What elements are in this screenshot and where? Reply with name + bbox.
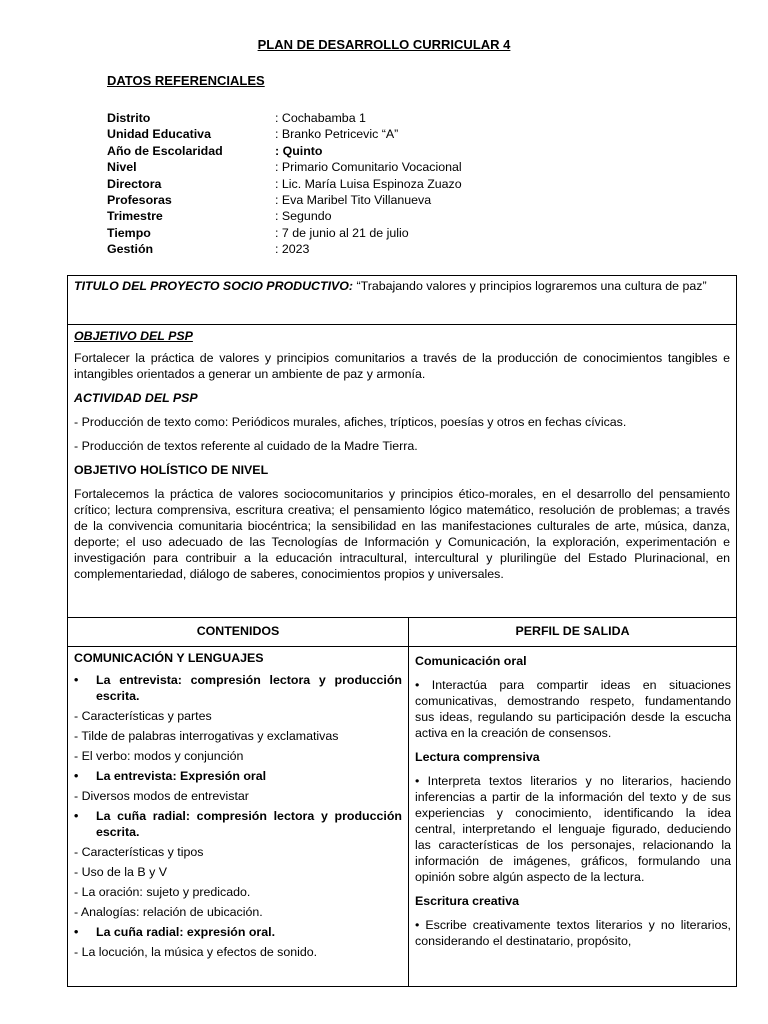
bullet-dot: • <box>74 769 79 783</box>
ref-row <box>107 241 462 257</box>
psp-title-value: “Trabajando valores y principios lograremos una cultura de paz” <box>353 279 707 293</box>
perfil-text: • Escribe creativamente textos literarios y no literarios, considerando el destinatario, propósito, <box>415 918 731 948</box>
contenidos-perfil-table <box>67 617 737 987</box>
area-title: COMUNICACIÓN Y LENGUAJES <box>74 651 264 665</box>
list-item: - Características y tipos <box>74 845 204 859</box>
ref-value: : Branko Petricevic “A” <box>275 127 399 142</box>
actividad-psp-item: - Producción de textos referente al cuidado de la Madre Tierra. <box>74 439 418 453</box>
list-item: - La locución, la música y efectos de sonido. <box>74 945 318 959</box>
perfil-text: • Interactúa para compartir ideas en situaciones comunicativas, demostrando respeto, fundamentando sus ideas, regulando su participación desde la escucha activa en la creación de consensos. <box>415 678 731 740</box>
objetivo-psp-text: Fortalecer la práctica de valores y principios comunitarios a través de la producción de conocimientos tangibles e intangibles orientados a generar un ambiente de paz y armonía. <box>74 351 730 381</box>
ref-value: : Eva Maribel Tito Villanueva <box>275 192 432 207</box>
ref-label: Directora <box>107 176 162 191</box>
actividad-psp-heading: ACTIVIDAD DEL PSP <box>74 391 198 405</box>
perfil-heading: Comunicación oral <box>415 654 527 668</box>
list-item: - Características y partes <box>74 709 212 723</box>
bullet-text: La cuña radial: compresión lectora y producción escrita. <box>96 809 402 839</box>
ref-label: Profesoras <box>107 192 172 207</box>
ref-value: : 2023 <box>275 242 310 257</box>
psp-title-label: TITULO DEL PROYECTO SOCIO PRODUCTIVO: <box>74 279 354 293</box>
perfil-column <box>415 651 731 949</box>
ref-label: Distrito <box>107 111 151 125</box>
bullet-text: La entrevista: Expresión oral <box>96 769 267 783</box>
actividad-psp-item: - Producción de texto como: Periódicos murales, afiches, trípticos, poesías y otros en fechas cívicas. <box>74 415 627 429</box>
bullet-item <box>74 808 402 840</box>
objetivo-holistico-heading: OBJETIVO HOLÍSTICO DE NIVEL <box>74 463 269 477</box>
list-item: - Tilde de palabras interrogativas y exclamativas <box>74 729 339 743</box>
ref-label: Nivel <box>107 160 137 175</box>
bullet-item <box>74 672 402 704</box>
objetivo-holistico-text: Fortalecemos la práctica de valores sociocomunitarios y principios ético-morales, en el desarrollo del pensamiento crítico; lectura comprensiva, escritura creativa; el pensamiento lógico matemático, resolución de problemas; a través de la convivencia comunitaria biocéntrica; la sensibilidad en las manifestaciones culturales de arte, música, danza, deporte; el uso adecuado de las Tecnologías de Información y Comunicación, la exploración, experimentación e investigación para contribuir a la educación intracultural, intercultural y plurilingüe del Estado Plurinacional, en complementariedad, diálogo de saberes, conocimientos propios y universales. <box>74 487 730 581</box>
list-item: - Diversos modos de entrevistar <box>74 789 249 803</box>
ref-label: Trimestre <box>107 209 163 224</box>
ref-value: : 7 de junio al 21 de julio <box>275 225 409 240</box>
psp-title-box <box>67 275 737 325</box>
ref-value: : Cochabamba 1 <box>275 111 366 125</box>
ref-label: Gestión <box>107 242 154 257</box>
header-perfil-de-salida: PERFIL DE SALIDA <box>515 624 630 638</box>
bullet-dot: • <box>74 809 79 823</box>
ref-label: Tiempo <box>107 225 151 240</box>
referential-data <box>107 110 462 258</box>
perfil-heading: Escritura creativa <box>415 894 520 908</box>
ref-value: : Quinto <box>275 143 323 158</box>
ref-value: : Lic. María Luisa Espinoza Zuazo <box>275 176 462 191</box>
list-item: - Analogías: relación de ubicación. <box>74 905 263 919</box>
section-title-datos-referenciales: DATOS REFERENCIALES <box>107 73 265 88</box>
perfil-heading: Lectura comprensiva <box>415 750 540 764</box>
column-divider <box>408 618 409 986</box>
header-contenidos: CONTENIDOS <box>196 624 280 638</box>
psp-details-box <box>67 324 737 618</box>
ref-row <box>107 159 462 175</box>
ref-row <box>107 208 462 224</box>
ref-row <box>107 225 462 241</box>
bullet-dot: • <box>74 925 79 939</box>
bullet-item <box>74 924 402 940</box>
ref-row <box>107 110 462 126</box>
list-item: - Uso de la B y V <box>74 865 167 879</box>
perfil-text: • Interpreta textos literarios y no literarios, haciendo inferencias a partir de la información del texto y de sus experiencias y conocimiento, identificando la idea central, interpretando el lenguaje figurado, deduciendo las características de los personajes, relacionando la información de imágenes, gráficos, formulando una opinión sobre algún aspecto de la lectura. <box>415 774 731 884</box>
table-header-row <box>68 618 736 647</box>
bullet-dot: • <box>74 673 79 687</box>
ref-value: : Primario Comunitario Vocacional <box>275 160 462 175</box>
list-item: - El verbo: modos y conjunción <box>74 749 244 763</box>
ref-value: : Segundo <box>275 209 332 224</box>
bullet-text: La entrevista: compresión lectora y producción escrita. <box>96 673 402 703</box>
ref-label: Año de Escolaridad <box>107 143 223 158</box>
contenidos-column <box>74 651 402 960</box>
ref-row <box>107 176 462 192</box>
ref-label: Unidad Educativa <box>107 127 211 142</box>
ref-row <box>107 192 462 208</box>
document-title: PLAN DE DESARROLLO CURRICULAR 4 <box>257 37 511 52</box>
list-item: - La oración: sujeto y predicado. <box>74 885 251 899</box>
ref-row <box>107 143 462 159</box>
bullet-item <box>74 768 402 784</box>
ref-row <box>107 126 462 142</box>
bullet-text: La cuña radial: expresión oral. <box>96 925 276 939</box>
objetivo-psp-heading: OBJETIVO DEL PSP <box>74 329 193 343</box>
